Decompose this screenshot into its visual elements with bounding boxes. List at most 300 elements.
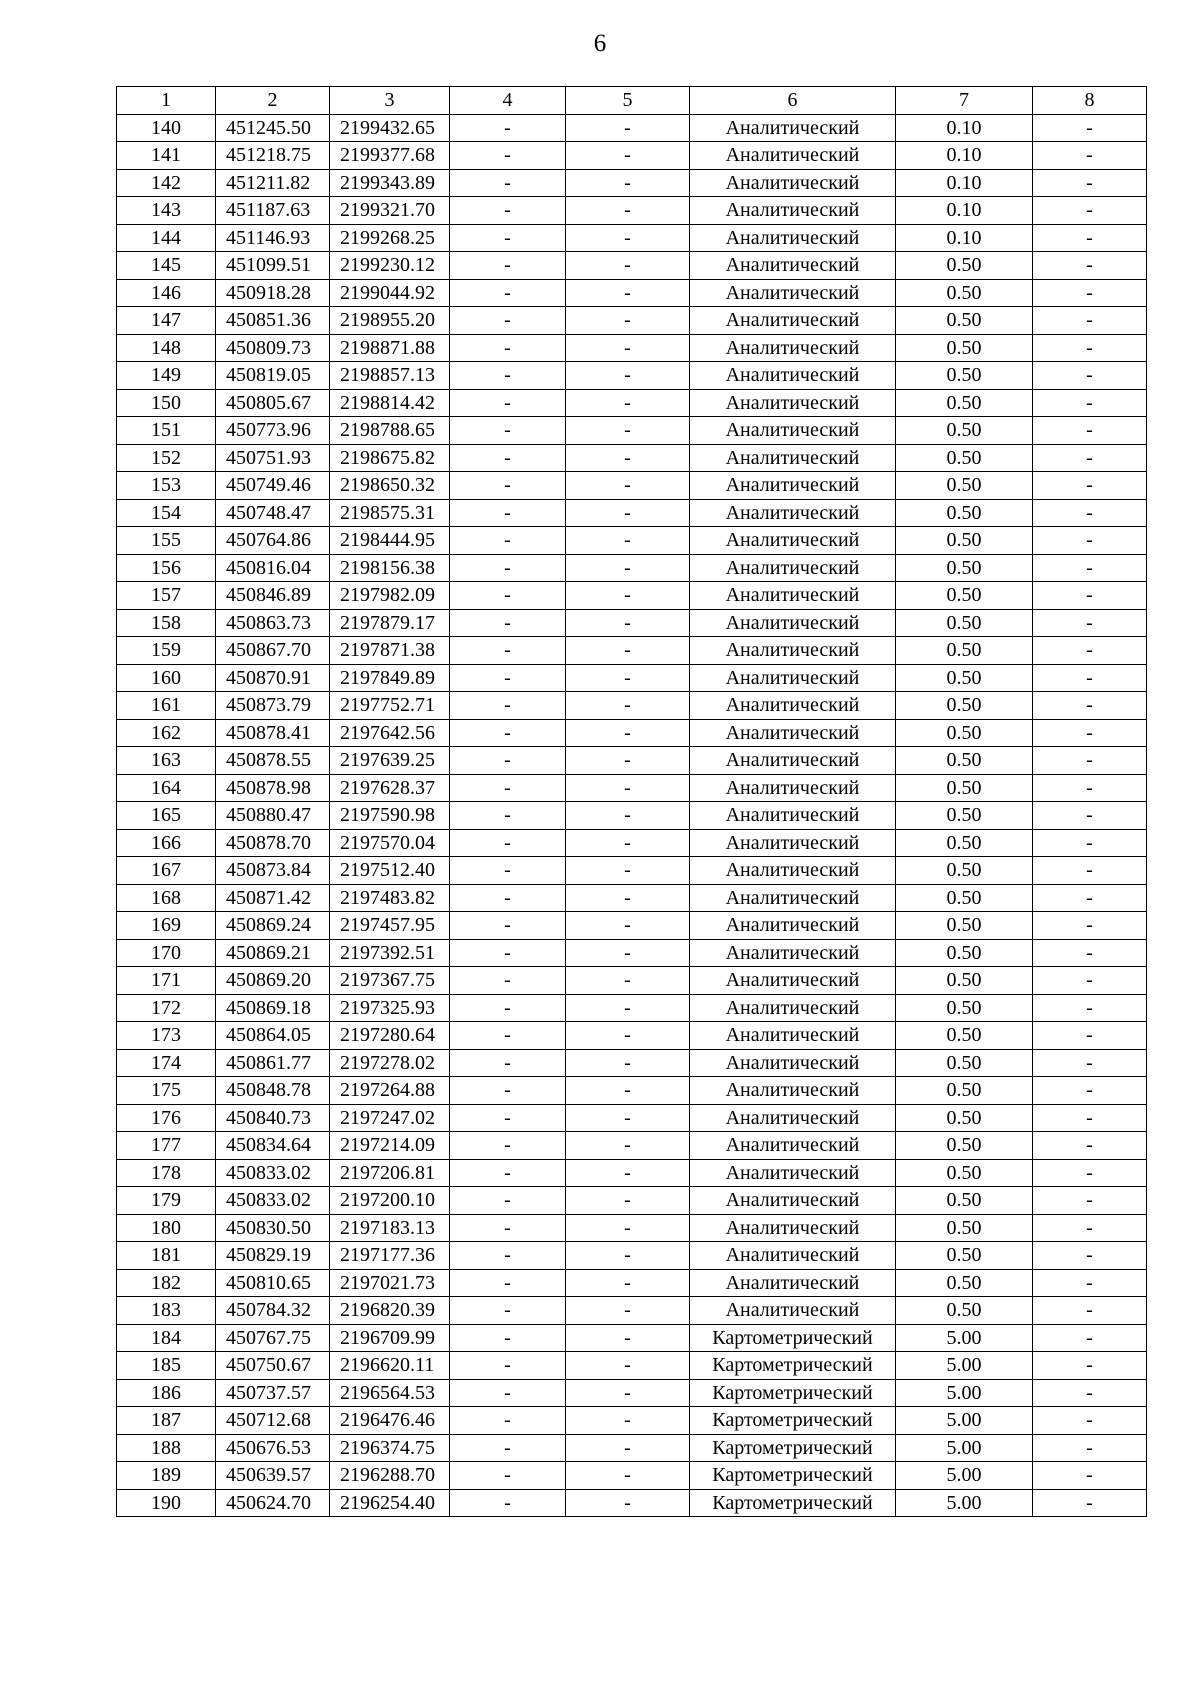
x-coordinate-cell: 450676.53	[216, 1434, 330, 1462]
x-coordinate-cell: 450624.70	[216, 1489, 330, 1517]
col-8-cell: -	[1033, 417, 1147, 445]
col-8-cell: -	[1033, 719, 1147, 747]
y-coordinate-cell: 2198871.88	[330, 334, 450, 362]
col-4-cell: -	[450, 1407, 566, 1435]
col-4-cell: -	[450, 664, 566, 692]
point-number-cell: 173	[117, 1022, 216, 1050]
accuracy-cell: 0.50	[896, 774, 1033, 802]
method-cell: Аналитический	[690, 1159, 896, 1187]
x-coordinate-cell: 450871.42	[216, 884, 330, 912]
point-number-cell: 158	[117, 609, 216, 637]
col-4-cell: -	[450, 362, 566, 390]
accuracy-cell: 0.10	[896, 114, 1033, 142]
accuracy-cell: 0.50	[896, 1049, 1033, 1077]
point-number-cell: 143	[117, 197, 216, 225]
point-number-cell: 167	[117, 857, 216, 885]
y-coordinate-cell: 2199230.12	[330, 252, 450, 280]
table-row	[117, 994, 1147, 1022]
y-coordinate-cell: 2197752.71	[330, 692, 450, 720]
col-4-cell: -	[450, 1049, 566, 1077]
col-4-cell: -	[450, 829, 566, 857]
accuracy-cell: 0.50	[896, 307, 1033, 335]
col-4-cell: -	[450, 884, 566, 912]
table-row	[117, 417, 1147, 445]
y-coordinate-cell: 2197183.13	[330, 1214, 450, 1242]
col-5-cell: -	[566, 1159, 690, 1187]
point-number-cell: 187	[117, 1407, 216, 1435]
x-coordinate-cell: 450830.50	[216, 1214, 330, 1242]
accuracy-cell: 0.10	[896, 197, 1033, 225]
y-coordinate-cell: 2197325.93	[330, 994, 450, 1022]
x-coordinate-cell: 450878.41	[216, 719, 330, 747]
point-number-cell: 178	[117, 1159, 216, 1187]
method-cell: Аналитический	[690, 692, 896, 720]
method-cell: Аналитический	[690, 664, 896, 692]
table-row	[117, 829, 1147, 857]
point-number-cell: 156	[117, 554, 216, 582]
header-cell: 7	[896, 87, 1033, 115]
col-4-cell: -	[450, 224, 566, 252]
point-number-cell: 184	[117, 1324, 216, 1352]
x-coordinate-cell: 450750.67	[216, 1352, 330, 1380]
x-coordinate-cell: 450863.73	[216, 609, 330, 637]
col-8-cell: -	[1033, 1077, 1147, 1105]
point-number-cell: 157	[117, 582, 216, 610]
table-row	[117, 472, 1147, 500]
accuracy-cell: 0.50	[896, 802, 1033, 830]
col-8-cell: -	[1033, 1187, 1147, 1215]
x-coordinate-cell: 450810.65	[216, 1269, 330, 1297]
method-cell: Аналитический	[690, 1077, 896, 1105]
y-coordinate-cell: 2196476.46	[330, 1407, 450, 1435]
table-row	[117, 967, 1147, 995]
accuracy-cell: 0.50	[896, 554, 1033, 582]
point-number-cell: 176	[117, 1104, 216, 1132]
method-cell: Аналитический	[690, 1297, 896, 1325]
method-cell: Аналитический	[690, 939, 896, 967]
y-coordinate-cell: 2196254.40	[330, 1489, 450, 1517]
x-coordinate-cell: 450869.20	[216, 967, 330, 995]
accuracy-cell: 0.50	[896, 912, 1033, 940]
y-coordinate-cell: 2198675.82	[330, 444, 450, 472]
col-5-cell: -	[566, 609, 690, 637]
table-row	[117, 609, 1147, 637]
point-number-cell: 169	[117, 912, 216, 940]
table-row	[117, 1352, 1147, 1380]
col-5-cell: -	[566, 664, 690, 692]
table-row	[117, 939, 1147, 967]
accuracy-cell: 0.50	[896, 994, 1033, 1022]
col-4-cell: -	[450, 554, 566, 582]
point-number-cell: 144	[117, 224, 216, 252]
col-8-cell: -	[1033, 1352, 1147, 1380]
col-5-cell: -	[566, 939, 690, 967]
col-8-cell: -	[1033, 582, 1147, 610]
y-coordinate-cell: 2199377.68	[330, 142, 450, 170]
col-5-cell: -	[566, 307, 690, 335]
accuracy-cell: 0.50	[896, 664, 1033, 692]
y-coordinate-cell: 2197483.82	[330, 884, 450, 912]
header-cell: 1	[117, 87, 216, 115]
x-coordinate-cell: 450809.73	[216, 334, 330, 362]
method-cell: Аналитический	[690, 224, 896, 252]
col-8-cell: -	[1033, 1407, 1147, 1435]
col-8-cell: -	[1033, 527, 1147, 555]
y-coordinate-cell: 2197200.10	[330, 1187, 450, 1215]
col-8-cell: -	[1033, 1379, 1147, 1407]
col-5-cell: -	[566, 334, 690, 362]
x-coordinate-cell: 450764.86	[216, 527, 330, 555]
point-number-cell: 163	[117, 747, 216, 775]
col-8-cell: -	[1033, 1132, 1147, 1160]
x-coordinate-cell: 451218.75	[216, 142, 330, 170]
point-number-cell: 177	[117, 1132, 216, 1160]
col-4-cell: -	[450, 582, 566, 610]
col-8-cell: -	[1033, 1462, 1147, 1490]
table-row	[117, 1132, 1147, 1160]
method-cell: Аналитический	[690, 1242, 896, 1270]
accuracy-cell: 0.50	[896, 1104, 1033, 1132]
method-cell: Аналитический	[690, 1049, 896, 1077]
col-8-cell: -	[1033, 1434, 1147, 1462]
col-8-cell: -	[1033, 829, 1147, 857]
method-cell: Картометрический	[690, 1434, 896, 1462]
col-5-cell: -	[566, 142, 690, 170]
table-row	[117, 1022, 1147, 1050]
y-coordinate-cell: 2196564.53	[330, 1379, 450, 1407]
point-number-cell: 166	[117, 829, 216, 857]
y-coordinate-cell: 2197639.25	[330, 747, 450, 775]
y-coordinate-cell: 2196374.75	[330, 1434, 450, 1462]
point-number-cell: 149	[117, 362, 216, 390]
table-row	[117, 1214, 1147, 1242]
method-cell: Аналитический	[690, 417, 896, 445]
point-number-cell: 151	[117, 417, 216, 445]
x-coordinate-cell: 450878.98	[216, 774, 330, 802]
col-4-cell: -	[450, 279, 566, 307]
table-row	[117, 527, 1147, 555]
col-5-cell: -	[566, 417, 690, 445]
point-number-cell: 182	[117, 1269, 216, 1297]
col-8-cell: -	[1033, 1159, 1147, 1187]
x-coordinate-cell: 451245.50	[216, 114, 330, 142]
y-coordinate-cell: 2197280.64	[330, 1022, 450, 1050]
col-8-cell: -	[1033, 499, 1147, 527]
method-cell: Аналитический	[690, 142, 896, 170]
accuracy-cell: 0.10	[896, 169, 1033, 197]
x-coordinate-cell: 450805.67	[216, 389, 330, 417]
x-coordinate-cell: 450833.02	[216, 1159, 330, 1187]
method-cell: Картометрический	[690, 1489, 896, 1517]
table-row	[117, 279, 1147, 307]
col-8-cell: -	[1033, 1269, 1147, 1297]
y-coordinate-cell: 2197628.37	[330, 774, 450, 802]
point-number-cell: 150	[117, 389, 216, 417]
x-coordinate-cell: 450767.75	[216, 1324, 330, 1352]
method-cell: Аналитический	[690, 582, 896, 610]
point-number-cell: 171	[117, 967, 216, 995]
accuracy-cell: 0.50	[896, 1242, 1033, 1270]
y-coordinate-cell: 2197177.36	[330, 1242, 450, 1270]
accuracy-cell: 0.50	[896, 472, 1033, 500]
point-number-cell: 161	[117, 692, 216, 720]
y-coordinate-cell: 2198788.65	[330, 417, 450, 445]
method-cell: Аналитический	[690, 252, 896, 280]
col-8-cell: -	[1033, 912, 1147, 940]
col-4-cell: -	[450, 1132, 566, 1160]
x-coordinate-cell: 450748.47	[216, 499, 330, 527]
point-number-cell: 142	[117, 169, 216, 197]
col-5-cell: -	[566, 1132, 690, 1160]
col-5-cell: -	[566, 362, 690, 390]
y-coordinate-cell: 2197457.95	[330, 912, 450, 940]
table-row	[117, 912, 1147, 940]
col-5-cell: -	[566, 1049, 690, 1077]
point-number-cell: 186	[117, 1379, 216, 1407]
method-cell: Аналитический	[690, 967, 896, 995]
method-cell: Аналитический	[690, 609, 896, 637]
col-4-cell: -	[450, 499, 566, 527]
col-5-cell: -	[566, 527, 690, 555]
accuracy-cell: 5.00	[896, 1434, 1033, 1462]
x-coordinate-cell: 451211.82	[216, 169, 330, 197]
table-row	[117, 554, 1147, 582]
col-5-cell: -	[566, 692, 690, 720]
col-5-cell: -	[566, 1077, 690, 1105]
point-number-cell: 160	[117, 664, 216, 692]
y-coordinate-cell: 2197570.04	[330, 829, 450, 857]
y-coordinate-cell: 2198857.13	[330, 362, 450, 390]
x-coordinate-cell: 450833.02	[216, 1187, 330, 1215]
y-coordinate-cell: 2197021.73	[330, 1269, 450, 1297]
col-8-cell: -	[1033, 1297, 1147, 1325]
accuracy-cell: 0.50	[896, 362, 1033, 390]
accuracy-cell: 0.50	[896, 279, 1033, 307]
point-number-cell: 183	[117, 1297, 216, 1325]
y-coordinate-cell: 2199321.70	[330, 197, 450, 225]
col-4-cell: -	[450, 334, 566, 362]
col-4-cell: -	[450, 1434, 566, 1462]
accuracy-cell: 5.00	[896, 1489, 1033, 1517]
x-coordinate-cell: 450712.68	[216, 1407, 330, 1435]
y-coordinate-cell: 2198814.42	[330, 389, 450, 417]
header-cell: 2	[216, 87, 330, 115]
x-coordinate-cell: 451187.63	[216, 197, 330, 225]
method-cell: Аналитический	[690, 1104, 896, 1132]
col-4-cell: -	[450, 857, 566, 885]
col-5-cell: -	[566, 444, 690, 472]
col-5-cell: -	[566, 1187, 690, 1215]
x-coordinate-cell: 450784.32	[216, 1297, 330, 1325]
col-5-cell: -	[566, 1297, 690, 1325]
col-5-cell: -	[566, 884, 690, 912]
method-cell: Аналитический	[690, 1214, 896, 1242]
col-5-cell: -	[566, 1434, 690, 1462]
accuracy-cell: 0.50	[896, 609, 1033, 637]
col-4-cell: -	[450, 114, 566, 142]
col-4-cell: -	[450, 1324, 566, 1352]
col-8-cell: -	[1033, 197, 1147, 225]
accuracy-cell: 5.00	[896, 1379, 1033, 1407]
point-number-cell: 175	[117, 1077, 216, 1105]
col-4-cell: -	[450, 802, 566, 830]
method-cell: Аналитический	[690, 637, 896, 665]
col-5-cell: -	[566, 1022, 690, 1050]
col-5-cell: -	[566, 1242, 690, 1270]
col-4-cell: -	[450, 1187, 566, 1215]
method-cell: Аналитический	[690, 1187, 896, 1215]
point-number-cell: 165	[117, 802, 216, 830]
point-number-cell: 168	[117, 884, 216, 912]
method-cell: Аналитический	[690, 912, 896, 940]
accuracy-cell: 0.50	[896, 252, 1033, 280]
col-8-cell: -	[1033, 362, 1147, 390]
method-cell: Аналитический	[690, 499, 896, 527]
point-number-cell: 141	[117, 142, 216, 170]
col-5-cell: -	[566, 279, 690, 307]
col-5-cell: -	[566, 1352, 690, 1380]
accuracy-cell: 0.50	[896, 1187, 1033, 1215]
x-coordinate-cell: 450878.70	[216, 829, 330, 857]
accuracy-cell: 0.50	[896, 857, 1033, 885]
accuracy-cell: 0.50	[896, 582, 1033, 610]
table-row	[117, 1434, 1147, 1462]
page-number: 6	[593, 30, 607, 57]
col-4-cell: -	[450, 1077, 566, 1105]
table-row	[117, 224, 1147, 252]
y-coordinate-cell: 2197879.17	[330, 609, 450, 637]
y-coordinate-cell: 2197982.09	[330, 582, 450, 610]
table-row	[117, 1104, 1147, 1132]
table-row	[117, 774, 1147, 802]
point-number-cell: 189	[117, 1462, 216, 1490]
col-8-cell: -	[1033, 1242, 1147, 1270]
x-coordinate-cell: 450864.05	[216, 1022, 330, 1050]
col-4-cell: -	[450, 637, 566, 665]
y-coordinate-cell: 2197512.40	[330, 857, 450, 885]
table-row	[117, 169, 1147, 197]
col-4-cell: -	[450, 719, 566, 747]
y-coordinate-cell: 2196709.99	[330, 1324, 450, 1352]
point-number-cell: 164	[117, 774, 216, 802]
y-coordinate-cell: 2197264.88	[330, 1077, 450, 1105]
x-coordinate-cell: 450861.77	[216, 1049, 330, 1077]
accuracy-cell: 0.50	[896, 1159, 1033, 1187]
col-4-cell: -	[450, 609, 566, 637]
table-row	[117, 1077, 1147, 1105]
accuracy-cell: 5.00	[896, 1324, 1033, 1352]
x-coordinate-cell: 450869.18	[216, 994, 330, 1022]
point-number-cell: 147	[117, 307, 216, 335]
x-coordinate-cell: 451099.51	[216, 252, 330, 280]
method-cell: Аналитический	[690, 554, 896, 582]
table-row	[117, 1049, 1147, 1077]
method-cell: Аналитический	[690, 197, 896, 225]
col-5-cell: -	[566, 1214, 690, 1242]
table-row	[117, 582, 1147, 610]
accuracy-cell: 0.50	[896, 637, 1033, 665]
x-coordinate-cell: 450773.96	[216, 417, 330, 445]
x-coordinate-cell: 450737.57	[216, 1379, 330, 1407]
col-8-cell: -	[1033, 884, 1147, 912]
col-5-cell: -	[566, 114, 690, 142]
accuracy-cell: 0.50	[896, 417, 1033, 445]
y-coordinate-cell: 2198444.95	[330, 527, 450, 555]
x-coordinate-cell: 450846.89	[216, 582, 330, 610]
col-8-cell: -	[1033, 692, 1147, 720]
table-row	[117, 197, 1147, 225]
col-8-cell: -	[1033, 224, 1147, 252]
y-coordinate-cell: 2197849.89	[330, 664, 450, 692]
x-coordinate-cell: 450848.78	[216, 1077, 330, 1105]
x-coordinate-cell: 450873.84	[216, 857, 330, 885]
y-coordinate-cell: 2198575.31	[330, 499, 450, 527]
accuracy-cell: 0.50	[896, 967, 1033, 995]
col-8-cell: -	[1033, 1022, 1147, 1050]
y-coordinate-cell: 2198955.20	[330, 307, 450, 335]
table-row	[117, 692, 1147, 720]
x-coordinate-cell: 450873.79	[216, 692, 330, 720]
col-8-cell: -	[1033, 1104, 1147, 1132]
col-5-cell: -	[566, 774, 690, 802]
accuracy-cell: 0.50	[896, 939, 1033, 967]
header-cell: 3	[330, 87, 450, 115]
accuracy-cell: 0.50	[896, 1077, 1033, 1105]
col-5-cell: -	[566, 1324, 690, 1352]
col-5-cell: -	[566, 499, 690, 527]
point-number-cell: 153	[117, 472, 216, 500]
table-row	[117, 1462, 1147, 1490]
header-row	[117, 87, 1147, 115]
accuracy-cell: 0.50	[896, 334, 1033, 362]
table-row	[117, 389, 1147, 417]
col-4-cell: -	[450, 692, 566, 720]
accuracy-cell: 0.50	[896, 1269, 1033, 1297]
col-5-cell: -	[566, 1462, 690, 1490]
accuracy-cell: 0.50	[896, 527, 1033, 555]
table-row	[117, 362, 1147, 390]
col-4-cell: -	[450, 1379, 566, 1407]
method-cell: Картометрический	[690, 1407, 896, 1435]
col-4-cell: -	[450, 527, 566, 555]
table-row	[117, 1297, 1147, 1325]
method-cell: Аналитический	[690, 114, 896, 142]
accuracy-cell: 0.50	[896, 747, 1033, 775]
header-cell: 5	[566, 87, 690, 115]
col-5-cell: -	[566, 224, 690, 252]
col-5-cell: -	[566, 637, 690, 665]
point-number-cell: 188	[117, 1434, 216, 1462]
accuracy-cell: 0.50	[896, 1297, 1033, 1325]
method-cell: Аналитический	[690, 334, 896, 362]
col-4-cell: -	[450, 417, 566, 445]
point-number-cell: 179	[117, 1187, 216, 1215]
col-8-cell: -	[1033, 747, 1147, 775]
method-cell: Аналитический	[690, 389, 896, 417]
col-4-cell: -	[450, 307, 566, 335]
table-row	[117, 1159, 1147, 1187]
col-4-cell: -	[450, 1159, 566, 1187]
coordinates-table	[116, 86, 1147, 1517]
col-5-cell: -	[566, 994, 690, 1022]
accuracy-cell: 0.50	[896, 1132, 1033, 1160]
point-number-cell: 180	[117, 1214, 216, 1242]
point-number-cell: 170	[117, 939, 216, 967]
method-cell: Аналитический	[690, 472, 896, 500]
x-coordinate-cell: 451146.93	[216, 224, 330, 252]
table-row	[117, 802, 1147, 830]
col-5-cell: -	[566, 747, 690, 775]
